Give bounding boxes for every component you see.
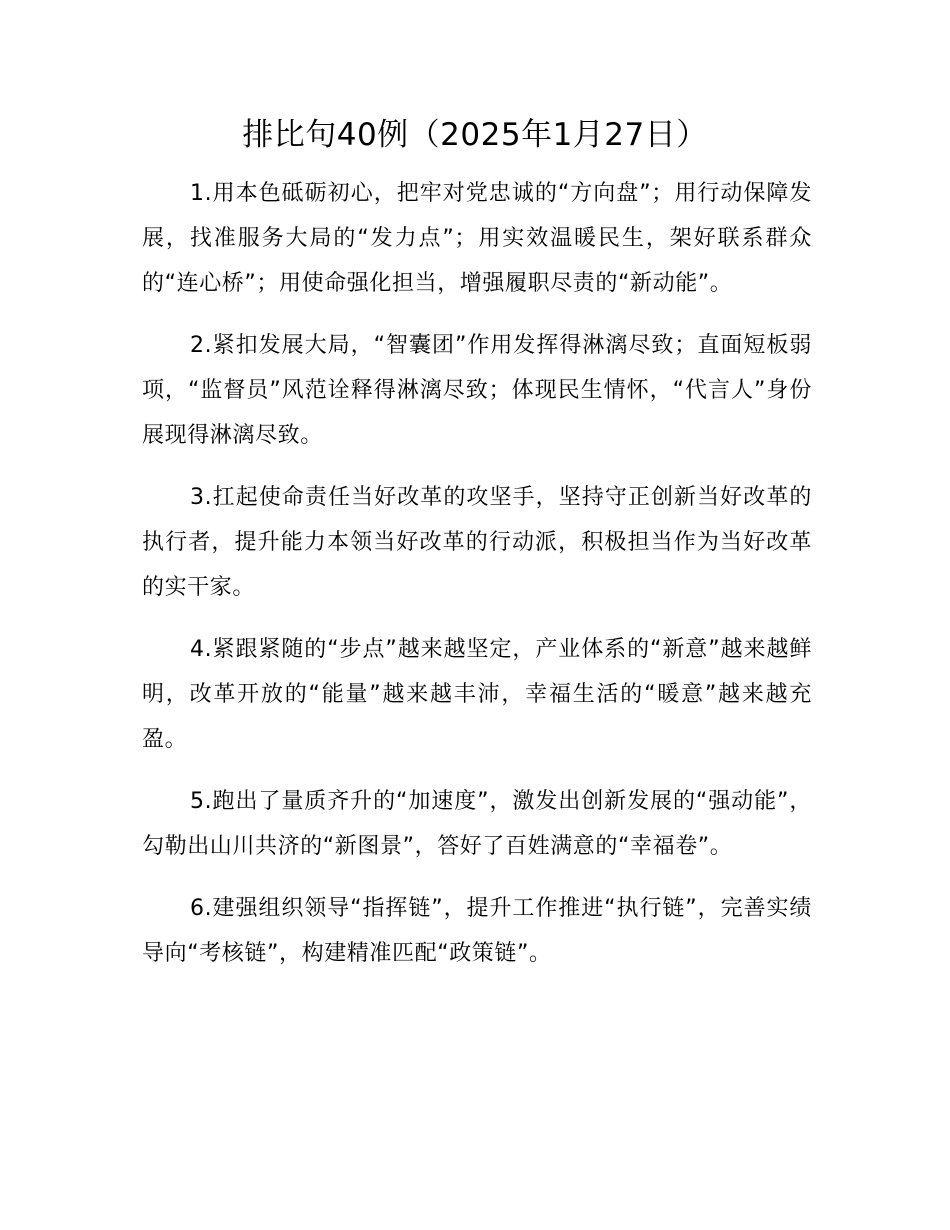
paragraph-2: 2.紧扣发展大局，“智囊团”作用发挥得淋漓尽致；直面短板弱项，“监督员”风范诠释得淋漓尽致；体现民生情怀，“代言人”身份展现得淋漓尽致。 [142, 333, 812, 448]
document-body [142, 171, 812, 993]
paragraph-4: 4.紧跟紧随的“步点”越来越坚定，产业体系的“新意”越来越鲜明，改革开放的“能量”越来越丰沛，幸福生活的“暖意”越来越充盈。 [142, 637, 812, 752]
paragraph-6: 6.建强组织领导“指挥链”，提升工作推进“执行链”，完善实绩导向“考核链”，构建精准匹配“政策链”。 [142, 896, 812, 966]
paragraph-1: 1.用本色砥砺初心，把牢对党忠诚的“方向盘”；用行动保障发展，找准服务大局的“发力点”；用实效温暖民生，架好联系群众的“连心桥”；用使命强化担当，增强履职尽责的“新动能”。 [142, 181, 812, 296]
paragraph-3: 3.扛起使命责任当好改革的攻坚手，坚持守正创新当好改革的执行者，提升能力本领当好改革的行动派，积极担当作为当好改革的实干家。 [142, 485, 812, 600]
paragraph-5: 5.跑出了量质齐升的“加速度”，激发出创新发展的“强动能”，勾勒出山川共济的“新图景”，答好了百姓满意的“幸福卷”。 [142, 789, 812, 859]
document-title: 排比句40例（2025年1月27日） [242, 117, 708, 153]
